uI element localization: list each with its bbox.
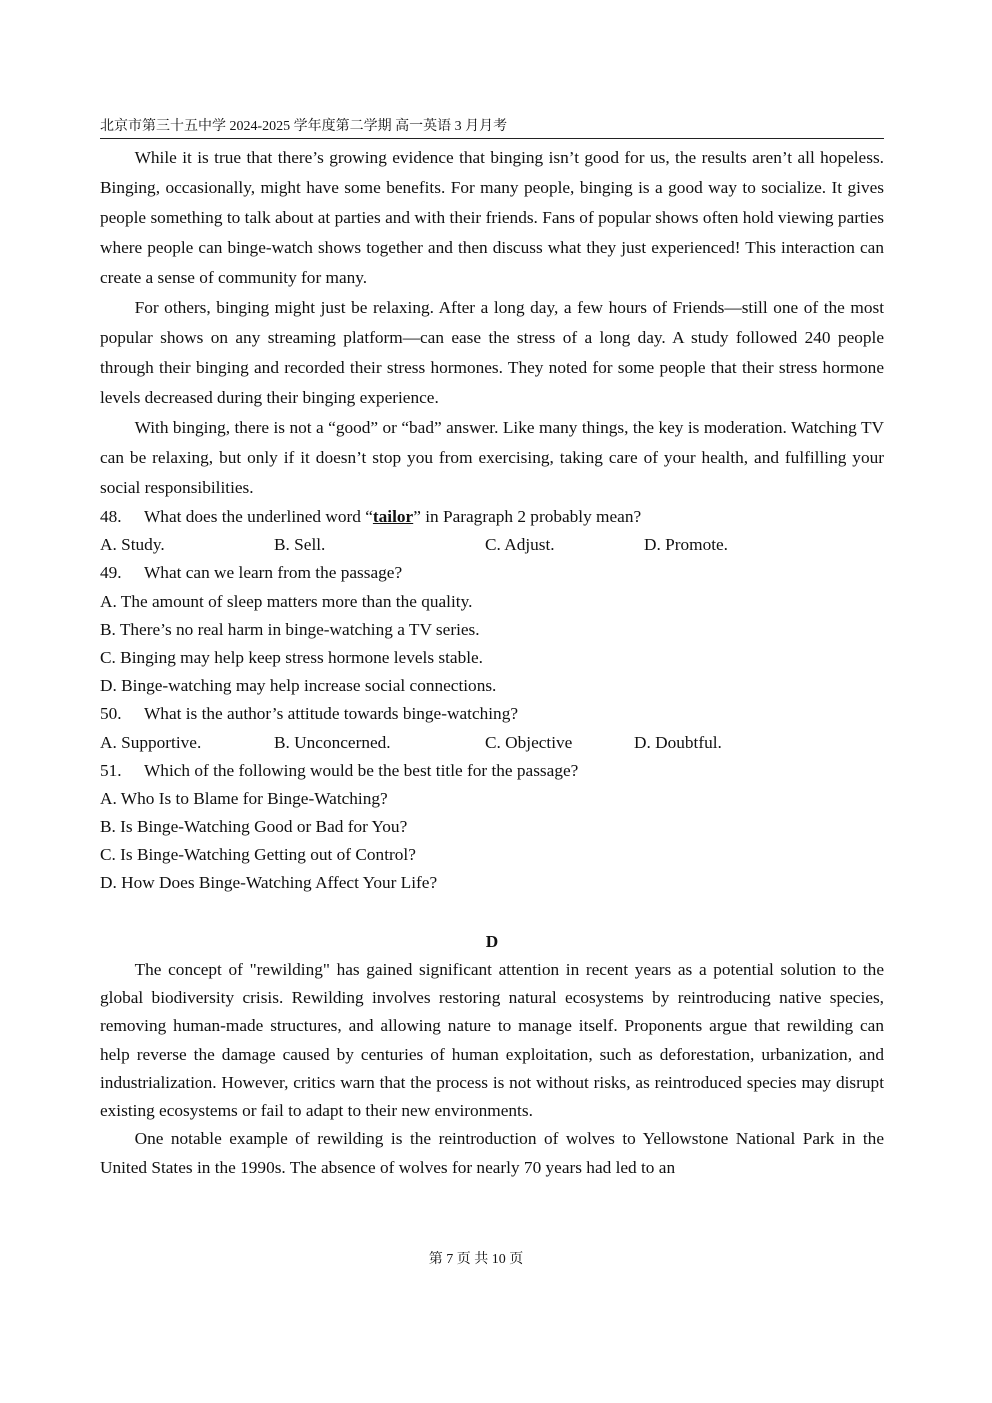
passage-c-paragraph-2: For others, binging might just be relaxing. After a long day, a few hours of Friends—still one of the most popular shows on any streaming platform—can ease the stress of a long day. A study followed 240 people through their binging and recorded their stress hormones. They noted for some people that their stress hormone levels decreased during their binging experience. xyxy=(100,298,884,407)
option-a: A. Study. xyxy=(100,535,165,555)
page-content xyxy=(100,143,884,1182)
question-text: What can we learn from the passage? xyxy=(144,563,403,583)
question-50 xyxy=(100,700,884,728)
option-b: B. Is Binge-Watching Good or Bad for You? xyxy=(100,817,408,837)
option-d: D. How Does Binge-Watching Affect Your Life? xyxy=(100,873,438,893)
page-header: 北京市第三十五中学 2024-2025 学年度第二学期 高一英语 3 月月考 xyxy=(100,118,884,139)
option-c: C. Objective xyxy=(485,732,573,752)
passage-c-paragraph-1: While it is true that there’s growing evidence that binging isn’t good for us, the results aren’t all hopeless. Binging, occasionally, might have some benefits. For many people, binging is a good way to socialize. It gives people something to talk about at parties and with their friends. Fans of popular shows often hold viewing parties where people can binge-watch shows together and then discuss what they just experienced! This interaction can create a sense of community for many. xyxy=(100,148,884,287)
passage-d-paragraph-2: One notable example of rewilding is the reintroduction of wolves to Yellowstone National Park in the United States in the 1990s. The absence of wolves for nearly 70 years had led to an xyxy=(100,1129,884,1177)
option-b: B. Sell. xyxy=(274,535,326,555)
question-text: What is the author’s attitude towards binge-watching? xyxy=(144,704,519,724)
question-50-options xyxy=(100,729,884,757)
question-number: 51. xyxy=(100,760,122,780)
option-c: C. Binging may help keep stress hormone levels stable. xyxy=(100,647,483,667)
question-number: 49. xyxy=(100,563,122,583)
question-48-options xyxy=(100,531,884,559)
option-d: D. Binge-watching may help increase social connections. xyxy=(100,676,497,696)
passage-c-paragraph-3: With binging, there is not a “good” or “bad” answer. Like many things, the key is moderation. Watching TV can be relaxing, but only if it doesn’t stop you from exercising, taking care of your health, and fulfilling your social responsibilities. xyxy=(100,418,884,497)
option-b: B. Unconcerned. xyxy=(274,732,391,752)
option-b: B. There’s no real harm in binge-watching a TV series. xyxy=(100,619,480,639)
section-title: D xyxy=(485,931,499,951)
option-d: D. Promote. xyxy=(644,535,729,555)
question-number: 48. xyxy=(100,507,122,526)
question-number: 50. xyxy=(100,704,122,724)
question-text: What does the underlined word “ xyxy=(144,507,373,526)
question-text: Which of the following would be the best title for the passage? xyxy=(144,760,579,780)
option-c: C. Is Binge-Watching Getting out of Control? xyxy=(100,845,416,865)
question-51 xyxy=(100,757,884,785)
question-text-end: ” in Paragraph 2 probably mean? xyxy=(413,507,642,526)
question-48 xyxy=(100,503,884,531)
question-49 xyxy=(100,559,884,587)
option-a: A. The amount of sleep matters more than the quality. xyxy=(100,591,473,611)
option-a: A. Who Is to Blame for Binge-Watching? xyxy=(100,788,388,808)
option-d: D. Doubtful. xyxy=(634,732,722,752)
page-footer: 第 7 页 共 10 页 xyxy=(428,1252,524,1267)
option-a: A. Supportive. xyxy=(100,732,202,752)
underlined-word: tailor xyxy=(372,507,414,526)
option-c: C. Adjust. xyxy=(485,535,555,555)
passage-d-paragraph-1: The concept of "rewilding" has gained significant attention in recent years as a potential solution to the global biodiversity crisis. Rewilding involves restoring natural ecosystems by reintroducing native species, removing human-made structures, and allowing nature to manage itself. Proponents argue that rewilding can help reverse the damage caused by centuries of human exploitation, such as deforestation, urbanization, and industrialization. However, critics warn that the process is not without risks, as reintroduced species may disrupt existing ecosystems or fail to adapt to their new environments. xyxy=(100,959,884,1121)
